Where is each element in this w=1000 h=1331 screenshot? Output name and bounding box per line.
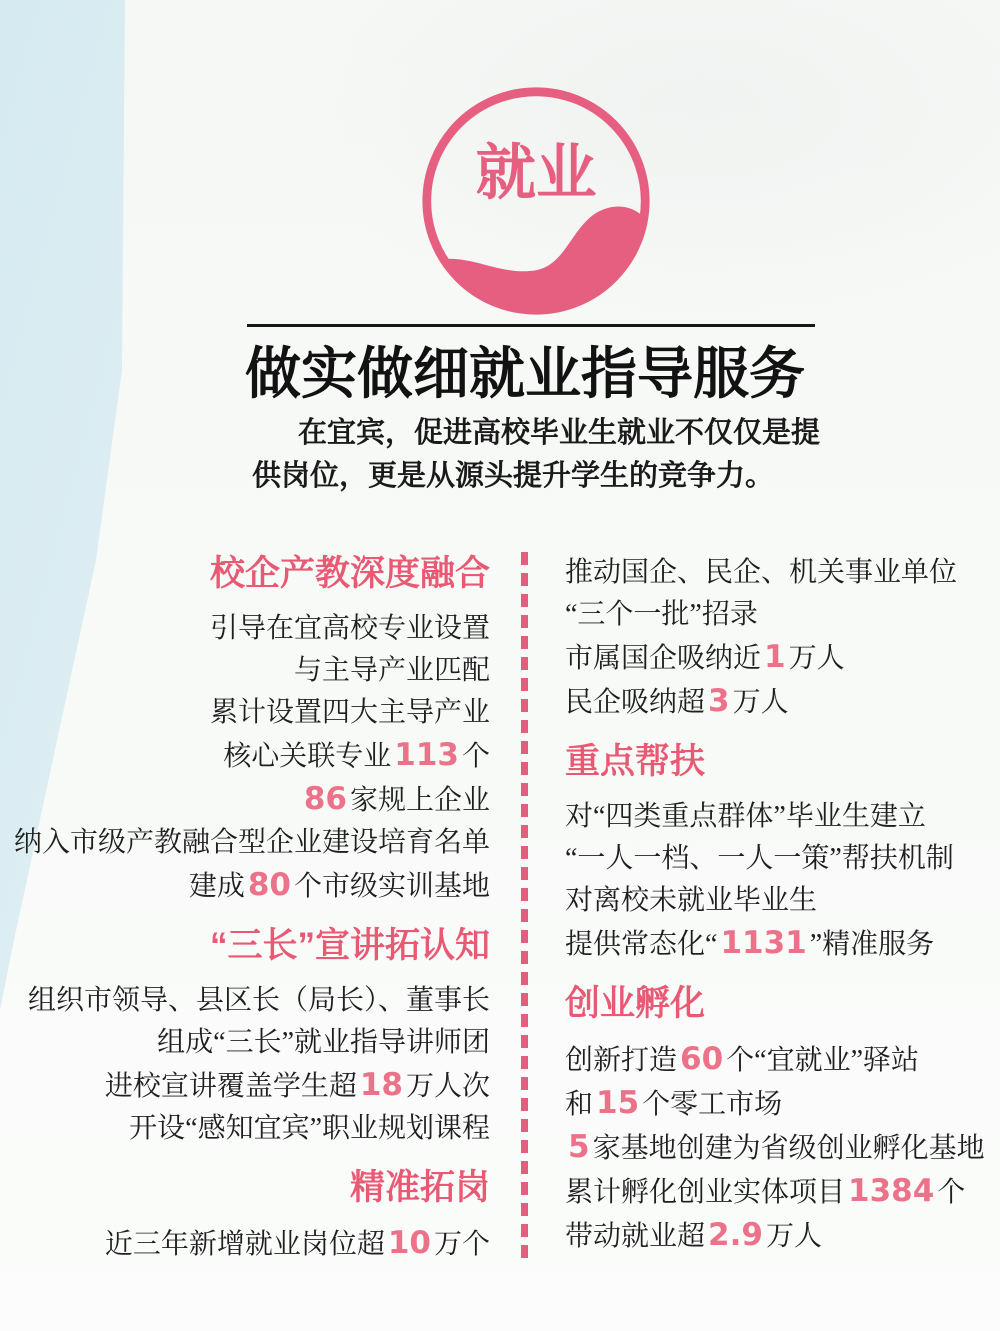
- stat-number: 80: [247, 867, 291, 903]
- stat-line: [0, 1222, 490, 1266]
- stat-number: 86: [303, 781, 347, 817]
- stat-line: [0, 864, 490, 908]
- stat-text: 进校宣讲覆盖学生超: [104, 1071, 357, 1102]
- badge-wave: [423, 207, 649, 318]
- stat-text: 民企吸纳超: [565, 687, 706, 718]
- stat-text: 和: [565, 1089, 594, 1120]
- stat-text: 个“宜就业”驿站: [726, 1045, 920, 1076]
- stat-text: 个: [937, 1177, 966, 1208]
- dashed-divider: [521, 552, 528, 1264]
- section-header: “三长”宣讲拓认知: [209, 926, 490, 965]
- stat-line: [565, 1082, 1000, 1126]
- stat-text: 万个: [433, 1229, 490, 1260]
- stat-text: 万人: [765, 1221, 822, 1252]
- stat-line: [565, 796, 1000, 838]
- stat-text: 带动就业超: [565, 1221, 706, 1252]
- employment-badge: [419, 84, 653, 318]
- stat-text: “三个一批”招录: [565, 599, 758, 630]
- stat-text: 组织市领导、县区长（局长）、董事长: [27, 985, 490, 1016]
- stat-line: [0, 980, 490, 1022]
- stat-text: 开设“感知宜宾”职业规划课程: [129, 1113, 490, 1144]
- stat-line: [565, 1126, 1000, 1170]
- stat-text: 引导在宜高校专业设置: [209, 613, 490, 644]
- stat-line: [0, 1022, 490, 1064]
- stat-text: 累计设置四大主导产业: [209, 697, 490, 728]
- stat-number: 113: [394, 737, 459, 773]
- stat-number: 3: [708, 683, 730, 719]
- stat-line: [565, 838, 1000, 880]
- stat-line: [0, 1108, 490, 1150]
- stat-text: 家规上企业: [349, 785, 490, 816]
- employment-badge-icon: [419, 84, 653, 318]
- stat-text: 累计孵化创业实体项目: [565, 1177, 846, 1208]
- stat-text: 纳入市级产教融合型企业建设培育名单: [13, 827, 490, 858]
- intro-paragraph: [252, 412, 842, 498]
- stat-line: [0, 734, 490, 778]
- stat-text: 近三年新增就业岗位超: [104, 1229, 385, 1260]
- stat-line: [0, 1064, 490, 1108]
- left-column: [0, 552, 490, 1266]
- stat-text: 推动国企、民企、机关事业单位: [565, 557, 958, 588]
- stat-number: 10: [387, 1225, 431, 1261]
- stat-number: 18: [359, 1067, 403, 1103]
- section-header: 精准拓岗: [349, 1168, 490, 1207]
- stat-number: 1131: [720, 925, 807, 961]
- stat-number: 1384: [848, 1173, 935, 1209]
- title-rule: [247, 324, 815, 327]
- stat-line: [565, 594, 1000, 636]
- stat-text: 个市级实训基地: [293, 871, 490, 902]
- stat-line: [0, 778, 490, 822]
- stat-line: [565, 922, 1000, 966]
- stat-number: 2.9: [708, 1217, 763, 1253]
- stat-line: [565, 1214, 1000, 1258]
- stat-number: 15: [596, 1085, 640, 1121]
- stat-text: 组成“三长”就业指导讲师团: [157, 1027, 490, 1058]
- stat-text: 提供常态化“: [565, 929, 718, 960]
- stat-text: “一人一档、一人一策”帮扶机制: [565, 843, 954, 874]
- stat-text: ”精准服务: [809, 929, 935, 960]
- stat-text: 建成: [188, 871, 245, 902]
- section-header: 创业孵化: [565, 984, 706, 1023]
- stat-text: 市属国企吸纳近: [565, 643, 762, 674]
- stat-text: 与主导产业匹配: [293, 655, 490, 686]
- stat-text: 家基地创建为省级创业孵化基地: [592, 1133, 985, 1164]
- stat-line: [0, 822, 490, 864]
- stat-line: [565, 552, 1000, 594]
- section-header: 重点帮扶: [565, 742, 706, 781]
- stat-line: [565, 880, 1000, 922]
- stat-line: [565, 1038, 1000, 1082]
- stat-text: 个: [461, 741, 490, 772]
- stat-line: [0, 608, 490, 650]
- stat-number: 5: [568, 1129, 590, 1165]
- badge-label: 就业: [475, 140, 597, 208]
- intro-line: 供岗位，更是从源头提升学生的竞争力。: [252, 460, 775, 492]
- stat-line: [565, 680, 1000, 724]
- stat-number: 1: [764, 639, 786, 675]
- stat-text: 对“四类重点群体”毕业生建立: [565, 801, 926, 832]
- stat-line: [565, 1170, 1000, 1214]
- stat-line: [0, 692, 490, 734]
- stat-number: 60: [680, 1041, 724, 1077]
- stat-text: 万人: [788, 643, 845, 674]
- stat-text: 核心关联专业: [223, 741, 392, 772]
- stat-text: 万人: [732, 687, 789, 718]
- stat-text: 对离校未就业毕业生: [565, 885, 818, 916]
- page-title: 做实做细就业指导服务: [245, 342, 805, 405]
- section-header: 校企产教深度融合: [209, 554, 490, 593]
- stat-text: 万人次: [405, 1071, 490, 1102]
- stat-text: 个零工市场: [642, 1089, 783, 1120]
- stat-line: [565, 636, 1000, 680]
- stat-line: [0, 650, 490, 692]
- stat-text: 创新打造: [565, 1045, 678, 1076]
- intro-line: 在宜宾，促进高校毕业生就业不仅仅是提: [298, 417, 821, 449]
- right-column: [565, 552, 1000, 1258]
